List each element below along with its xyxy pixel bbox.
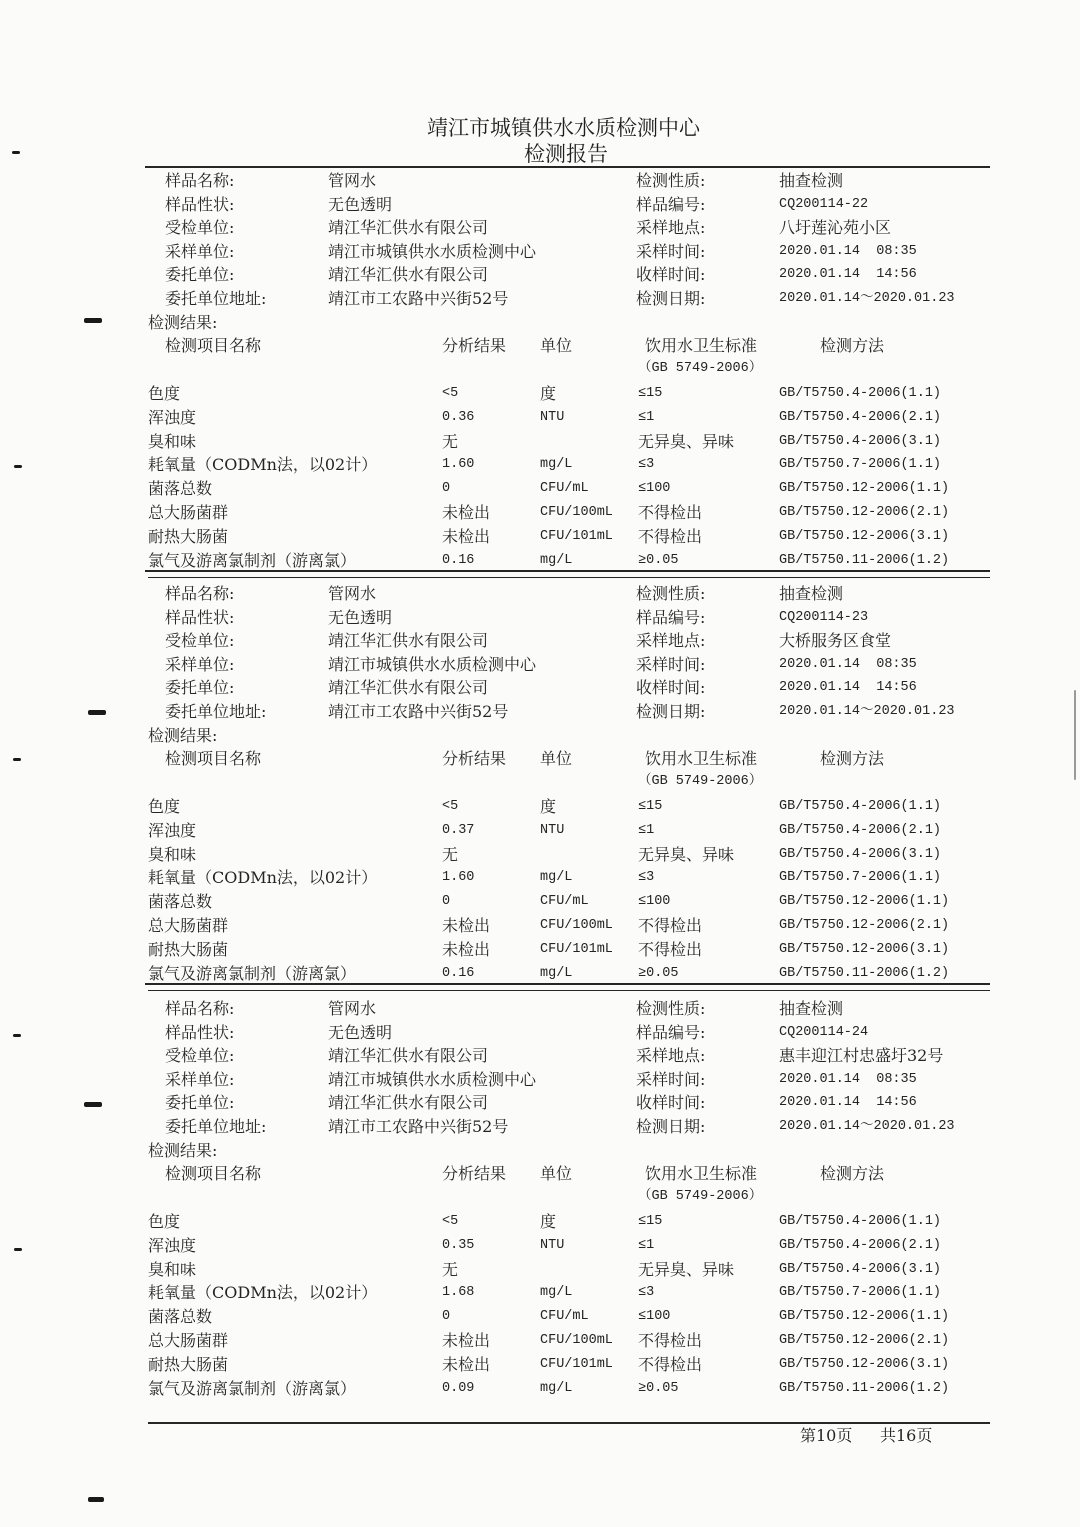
block-separator-rule xyxy=(145,983,990,985)
info-label: 委托单位地址: xyxy=(165,701,267,721)
info-value: 2020.01.14 08:35 xyxy=(779,243,917,259)
column-header-method: 检测方法 xyxy=(820,749,885,768)
result-standard: ≥0.05 xyxy=(638,1380,679,1396)
scan-mark xyxy=(88,710,106,715)
info-label: 受检单位: xyxy=(165,631,235,650)
header-rule xyxy=(145,166,990,168)
result-item-name: 总大肠菌群 xyxy=(148,916,229,935)
scan-mark xyxy=(14,465,22,468)
result-item-name: 耗氧量（CODMn法，以02计） xyxy=(148,1283,378,1303)
result-standard: ≤100 xyxy=(638,1309,671,1325)
info-label: 样品性状: xyxy=(165,607,235,627)
info-value: 抽查检测 xyxy=(779,171,844,190)
result-item-name: 耐热大肠菌 xyxy=(148,939,229,959)
info-label: 采样时间: xyxy=(636,241,706,261)
result-method: GB/T5750.12-2006(2.1) xyxy=(779,918,950,933)
info-value: 2020.01.14～2020.01.23 xyxy=(779,290,955,306)
result-method: GB/T5750.12-2006(1.1) xyxy=(779,1309,950,1325)
info-label: 委托单位地址: xyxy=(165,1116,267,1136)
result-method: GB/T5750.12-2006(3.1) xyxy=(779,528,950,544)
result-standard: 无异臭、异味 xyxy=(638,1259,735,1279)
scan-mark xyxy=(13,1034,21,1037)
result-standard: 不得检出 xyxy=(638,1354,703,1374)
results-heading: 检测结果: xyxy=(148,726,218,745)
block-separator-rule xyxy=(145,570,990,572)
result-unit: mg/L xyxy=(540,870,573,886)
info-label: 检测日期: xyxy=(636,1116,706,1136)
result-unit: mg/L xyxy=(540,552,573,568)
info-label: 样品名称: xyxy=(165,999,235,1018)
column-header-standard-ref: （GB 5749-2006） xyxy=(638,361,763,376)
result-method: GB/T5750.12-2006(1.1) xyxy=(779,481,950,497)
result-unit: CFU/mL xyxy=(540,481,589,497)
info-value: 八圩莲沁苑小区 xyxy=(779,218,892,237)
info-label: 受检单位: xyxy=(165,1046,235,1065)
info-value: CQ200114-22 xyxy=(779,196,869,212)
column-header-unit: 单位 xyxy=(540,749,573,768)
result-item-name: 耗氧量（CODMn法，以02计） xyxy=(148,455,378,475)
info-value: 2020.01.14 14:56 xyxy=(779,680,917,695)
result-item-name: 氯气及游离氯制剂（游离氯） xyxy=(148,1378,357,1398)
result-item-name: 臭和味 xyxy=(148,1259,197,1279)
result-unit: mg/L xyxy=(540,965,573,981)
scan-mark xyxy=(13,758,21,761)
result-item-name: 耐热大肠菌 xyxy=(148,526,229,546)
column-header-item: 检测项目名称 xyxy=(165,749,262,768)
result-value: 未检出 xyxy=(442,1331,491,1350)
info-label: 收样时间: xyxy=(636,1093,706,1112)
info-label: 检测性质: xyxy=(636,171,706,190)
result-value: 未检出 xyxy=(442,916,491,935)
result-standard: 不得检出 xyxy=(638,526,703,546)
result-method: GB/T5750.12-2006(3.1) xyxy=(779,941,950,957)
results-heading: 检测结果: xyxy=(148,313,218,332)
info-value: 管网水 xyxy=(328,999,377,1018)
info-value: 抽查检测 xyxy=(779,584,844,603)
column-header-item: 检测项目名称 xyxy=(165,336,262,355)
result-standard: ≥0.05 xyxy=(638,552,679,568)
info-label: 收样时间: xyxy=(636,678,706,697)
result-value: 无 xyxy=(442,431,459,451)
column-header-standard: 饮用水卫生标准 xyxy=(645,336,758,355)
info-label: 样品性状: xyxy=(165,194,235,214)
column-header-result: 分析结果 xyxy=(442,749,507,768)
column-header-item: 检测项目名称 xyxy=(165,1164,262,1183)
result-unit: mg/L xyxy=(540,457,573,473)
info-label: 检测日期: xyxy=(636,288,706,308)
result-method: GB/T5750.4-2006(2.1) xyxy=(779,409,942,425)
result-value: 无 xyxy=(442,844,459,864)
result-method: GB/T5750.12-2006(2.1) xyxy=(779,505,950,520)
column-header-method: 检测方法 xyxy=(820,336,885,355)
result-value: 无 xyxy=(442,1259,459,1279)
result-item-name: 菌落总数 xyxy=(148,892,213,912)
info-value: 无色透明 xyxy=(328,194,393,214)
result-unit: NTU xyxy=(540,822,565,838)
info-value: 靖江市城镇供水水质检测中心 xyxy=(328,241,537,261)
scan-mark xyxy=(14,1248,22,1251)
info-value: 管网水 xyxy=(328,171,377,190)
column-header-standard: 饮用水卫生标准 xyxy=(645,1164,758,1183)
info-value: 靖江市工农路中兴街52号 xyxy=(328,288,509,308)
info-label: 收样时间: xyxy=(636,265,706,284)
result-item-name: 氯气及游离氯制剂（游离氯） xyxy=(148,963,357,983)
info-value: 2020.01.14～2020.01.23 xyxy=(779,703,955,719)
result-standard: ≤100 xyxy=(638,481,671,497)
info-label: 样品名称: xyxy=(165,171,235,190)
info-value: 2020.01.14 08:35 xyxy=(779,1071,917,1087)
info-label: 样品编号: xyxy=(636,1022,706,1042)
result-item-name: 浑浊度 xyxy=(148,820,197,840)
report-title: 检测报告 xyxy=(524,142,608,166)
column-header-unit: 单位 xyxy=(540,1164,573,1183)
result-item-name: 菌落总数 xyxy=(148,479,213,499)
result-unit: CFU/101mL xyxy=(540,941,613,957)
info-value: 2020.01.14 08:35 xyxy=(779,656,917,672)
result-value: 1.60 xyxy=(442,457,475,473)
result-standard: ≤3 xyxy=(638,457,655,473)
result-item-name: 耗氧量（CODMn法，以02计） xyxy=(148,868,378,888)
result-standard: ≥0.05 xyxy=(638,965,679,981)
result-value: 0.16 xyxy=(442,552,475,568)
result-unit: CFU/101mL xyxy=(540,1356,613,1372)
result-method: GB/T5750.4-2006(1.1) xyxy=(779,386,942,401)
result-value: 未检出 xyxy=(442,1354,491,1374)
result-item-name: 臭和味 xyxy=(148,844,197,864)
info-value: 无色透明 xyxy=(328,1022,393,1042)
column-header-standard-ref: （GB 5749-2006） xyxy=(638,774,763,789)
info-value: 2020.01.14 14:56 xyxy=(779,267,917,282)
info-label: 采样地点: xyxy=(636,1046,706,1065)
result-standard: ≤3 xyxy=(638,1285,655,1301)
scan-mark xyxy=(88,1497,104,1502)
info-value: 靖江华汇供水有限公司 xyxy=(328,1046,489,1065)
info-value: 惠丰迎江村忠盛圩32号 xyxy=(779,1046,944,1065)
result-value: 0 xyxy=(442,1309,451,1325)
page-number: 第10页 xyxy=(800,1426,853,1445)
result-value: 未检出 xyxy=(442,526,491,546)
info-value: 靖江华汇供水有限公司 xyxy=(328,631,489,650)
scan-mark xyxy=(84,318,102,323)
result-method: GB/T5750.11-2006(1.2) xyxy=(779,552,950,568)
result-item-name: 浑浊度 xyxy=(148,1235,197,1255)
info-label: 检测性质: xyxy=(636,999,706,1018)
result-standard: ≤100 xyxy=(638,894,671,910)
result-method: GB/T5750.7-2006(1.1) xyxy=(779,457,942,473)
info-label: 检测性质: xyxy=(636,584,706,603)
result-standard: ≤1 xyxy=(638,822,655,838)
info-value: 靖江华汇供水有限公司 xyxy=(328,265,489,284)
block-separator-rule xyxy=(148,577,990,578)
info-label: 采样地点: xyxy=(636,218,706,237)
info-value: 靖江市城镇供水水质检测中心 xyxy=(328,1069,537,1089)
info-value: 靖江市工农路中兴街52号 xyxy=(328,701,509,721)
result-standard: ≤1 xyxy=(638,409,655,425)
scan-mark xyxy=(12,151,20,154)
column-header-standard: 饮用水卫生标准 xyxy=(645,749,758,768)
info-label: 委托单位: xyxy=(165,1093,235,1112)
result-standard: 不得检出 xyxy=(638,1331,703,1350)
result-standard: ≤15 xyxy=(638,386,663,401)
info-value: CQ200114-23 xyxy=(779,609,869,625)
result-value: 未检出 xyxy=(442,503,491,522)
result-unit: CFU/100mL xyxy=(540,505,613,520)
info-label: 受检单位: xyxy=(165,218,235,237)
result-value: <5 xyxy=(442,1214,459,1229)
result-unit: CFU/mL xyxy=(540,894,589,910)
result-unit: 度 xyxy=(540,384,557,403)
organization-title: 靖江市城镇供水水质检测中心 xyxy=(427,116,700,140)
result-item-name: 氯气及游离氯制剂（游离氯） xyxy=(148,550,357,570)
result-method: GB/T5750.4-2006(1.1) xyxy=(779,1214,942,1229)
result-method: GB/T5750.12-2006(3.1) xyxy=(779,1356,950,1372)
result-item-name: 菌落总数 xyxy=(148,1307,213,1327)
result-standard: 不得检出 xyxy=(638,503,703,522)
result-standard: 无异臭、异味 xyxy=(638,844,735,864)
result-item-name: 总大肠菌群 xyxy=(148,503,229,522)
result-unit: 度 xyxy=(540,797,557,816)
result-standard: ≤1 xyxy=(638,1237,655,1253)
result-unit: mg/L xyxy=(540,1285,573,1301)
info-value: 大桥服务区食堂 xyxy=(779,631,892,650)
result-method: GB/T5750.11-2006(1.2) xyxy=(779,965,950,981)
result-standard: 不得检出 xyxy=(638,916,703,935)
result-standard: ≤3 xyxy=(638,870,655,886)
info-value: 抽查检测 xyxy=(779,999,844,1018)
result-item-name: 浑浊度 xyxy=(148,407,197,427)
result-unit: 度 xyxy=(540,1212,557,1231)
result-unit: mg/L xyxy=(540,1380,573,1396)
page-total: 共16页 xyxy=(880,1426,933,1445)
result-value: 0.16 xyxy=(442,965,475,981)
result-value: 0.09 xyxy=(442,1380,475,1396)
info-label: 样品名称: xyxy=(165,584,235,603)
info-label: 委托单位: xyxy=(165,678,235,697)
info-value: 无色透明 xyxy=(328,607,393,627)
result-method: GB/T5750.7-2006(1.1) xyxy=(779,1285,942,1301)
info-value: 管网水 xyxy=(328,584,377,603)
result-standard: ≤15 xyxy=(638,799,663,814)
result-standard: ≤15 xyxy=(638,1214,663,1229)
result-value: 1.68 xyxy=(442,1285,475,1301)
info-label: 采样单位: xyxy=(165,1069,235,1089)
info-label: 样品性状: xyxy=(165,1022,235,1042)
info-label: 采样单位: xyxy=(165,654,235,674)
result-item-name: 色度 xyxy=(148,384,181,403)
result-value: <5 xyxy=(442,386,459,401)
info-value: 靖江华汇供水有限公司 xyxy=(328,1093,489,1112)
info-label: 采样时间: xyxy=(636,654,706,674)
result-unit: NTU xyxy=(540,1237,565,1253)
result-method: GB/T5750.4-2006(2.1) xyxy=(779,822,942,838)
info-value: 靖江市城镇供水水质检测中心 xyxy=(328,654,537,674)
result-value: 0.36 xyxy=(442,409,475,425)
result-method: GB/T5750.12-2006(1.1) xyxy=(779,894,950,910)
result-standard: 无异臭、异味 xyxy=(638,431,735,451)
info-label: 委托单位: xyxy=(165,265,235,284)
result-standard: 不得检出 xyxy=(638,939,703,959)
result-item-name: 色度 xyxy=(148,1212,181,1231)
info-label: 检测日期: xyxy=(636,701,706,721)
result-method: GB/T5750.4-2006(1.1) xyxy=(779,799,942,814)
result-value: 0 xyxy=(442,481,451,497)
result-method: GB/T5750.4-2006(3.1) xyxy=(779,846,942,862)
info-label: 委托单位地址: xyxy=(165,288,267,308)
info-value: 靖江华汇供水有限公司 xyxy=(328,218,489,237)
column-header-unit: 单位 xyxy=(540,336,573,355)
column-header-result: 分析结果 xyxy=(442,1164,507,1183)
result-value: 未检出 xyxy=(442,939,491,959)
result-method: GB/T5750.4-2006(3.1) xyxy=(779,1261,942,1277)
result-value: 0.35 xyxy=(442,1237,475,1253)
results-heading: 检测结果: xyxy=(148,1141,218,1160)
result-value: 0 xyxy=(442,894,451,910)
info-label: 采样单位: xyxy=(165,241,235,261)
result-item-name: 色度 xyxy=(148,797,181,816)
column-header-standard-ref: （GB 5749-2006） xyxy=(638,1189,763,1204)
column-header-method: 检测方法 xyxy=(820,1164,885,1183)
info-label: 样品编号: xyxy=(636,607,706,627)
result-method: GB/T5750.7-2006(1.1) xyxy=(779,870,942,886)
info-label: 样品编号: xyxy=(636,194,706,214)
result-value: <5 xyxy=(442,799,459,814)
footer-rule xyxy=(148,1422,990,1424)
result-unit: NTU xyxy=(540,409,565,425)
result-value: 1.60 xyxy=(442,870,475,886)
result-method: GB/T5750.4-2006(3.1) xyxy=(779,433,942,449)
result-unit: CFU/mL xyxy=(540,1309,589,1325)
result-method: GB/T5750.12-2006(2.1) xyxy=(779,1333,950,1348)
result-item-name: 耐热大肠菌 xyxy=(148,1354,229,1374)
result-unit: CFU/100mL xyxy=(540,918,613,933)
info-value: 2020.01.14～2020.01.23 xyxy=(779,1118,955,1134)
result-method: GB/T5750.11-2006(1.2) xyxy=(779,1380,950,1396)
block-separator-rule xyxy=(148,990,990,991)
result-item-name: 臭和味 xyxy=(148,431,197,451)
result-unit: CFU/101mL xyxy=(540,528,613,544)
info-value: 靖江市工农路中兴街52号 xyxy=(328,1116,509,1136)
column-header-result: 分析结果 xyxy=(442,336,507,355)
info-value: CQ200114-24 xyxy=(779,1024,869,1040)
result-unit: CFU/100mL xyxy=(540,1333,613,1348)
result-item-name: 总大肠菌群 xyxy=(148,1331,229,1350)
scan-mark xyxy=(1074,690,1076,780)
info-label: 采样地点: xyxy=(636,631,706,650)
result-method: GB/T5750.4-2006(2.1) xyxy=(779,1237,942,1253)
info-value: 2020.01.14 14:56 xyxy=(779,1095,917,1110)
info-label: 采样时间: xyxy=(636,1069,706,1089)
scan-mark xyxy=(84,1102,102,1107)
info-value: 靖江华汇供水有限公司 xyxy=(328,678,489,697)
result-value: 0.37 xyxy=(442,822,475,838)
